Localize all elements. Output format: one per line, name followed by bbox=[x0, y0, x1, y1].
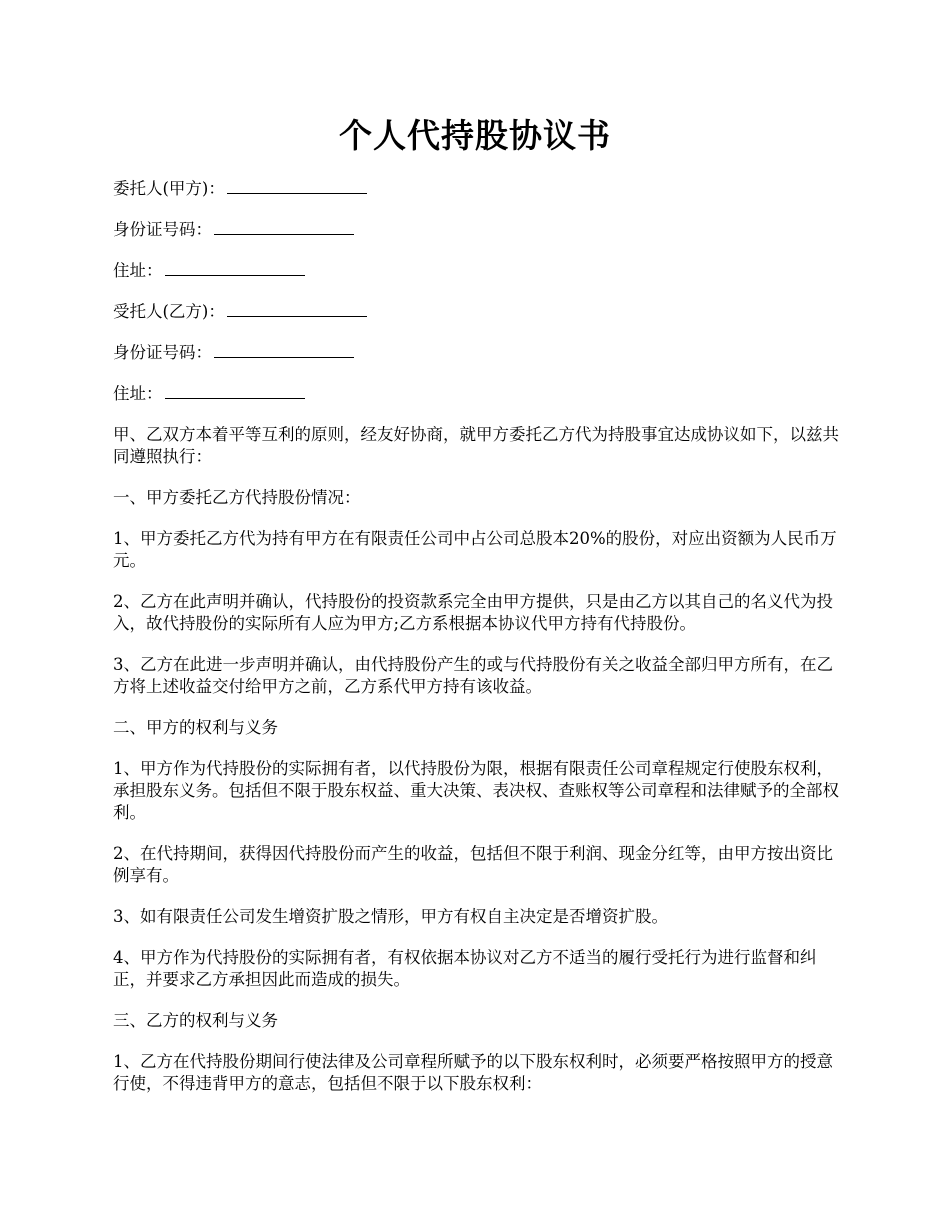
document-title: 个人代持股协议书 bbox=[339, 116, 611, 155]
blank-line bbox=[227, 179, 367, 194]
section-heading-3: 三、乙方的权利与义务 bbox=[113, 1011, 278, 1030]
section-heading-1: 一、甲方委托乙方代持股份情况： bbox=[113, 488, 361, 507]
paragraph-2-1: 1、甲方作为代持股份的实际拥有者，以代持股份为限，根据有限责任公司章程规定行使股东权利，承担股东义务。包括但不限于股东权益、重大决策、表决权、查账权等公司章程和法律赋予的全部权利。 bbox=[113, 759, 839, 822]
field-label: 委托人(甲方)： bbox=[113, 179, 225, 198]
field-label: 身份证号码： bbox=[113, 343, 212, 362]
field-trustee bbox=[113, 301, 843, 323]
blank-line bbox=[227, 302, 367, 317]
paragraph-2-3: 3、如有限责任公司发生增资扩股之情形，甲方有权自主决定是否增资扩股。 bbox=[113, 907, 668, 926]
paragraph-1-3: 3、乙方在此进一步声明并确认，由代持股份产生的或与代持股份有关之收益全部归甲方所有，在乙方将上述收益交付给甲方之前，乙方系代甲方持有该收益。 bbox=[113, 655, 833, 696]
field-label: 住址： bbox=[113, 384, 163, 403]
paragraph-2-4: 4、甲方作为代持股份的实际拥有者，有权依据本协议对乙方不适当的履行受托行为进行监督和纠正，并要求乙方承担因此而造成的损失。 bbox=[113, 948, 817, 989]
field-client bbox=[113, 178, 843, 200]
paragraph-3-1: 1、乙方在代持股份期间行使法律及公司章程所赋予的以下股东权利时，必须要严格按照甲方的授意行使，不得违背甲方的意志，包括但不限于以下股东权利： bbox=[113, 1052, 833, 1093]
blank-line bbox=[214, 343, 354, 358]
field-label: 住址： bbox=[113, 261, 163, 280]
blank-line bbox=[214, 220, 354, 235]
section-heading-2: 二、甲方的权利与义务 bbox=[113, 718, 278, 737]
field-label: 身份证号码： bbox=[113, 220, 212, 239]
paragraph-1-2: 2、乙方在此声明并确认，代持股份的投资款系完全由甲方提供，只是由乙方以其自己的名义代为投入，故代持股份的实际所有人应为甲方;乙方系根据本协议代甲方持有代持股份。 bbox=[113, 592, 833, 633]
field-client-address bbox=[113, 260, 843, 282]
field-client-id bbox=[113, 219, 843, 241]
blank-line bbox=[165, 261, 305, 276]
blank-line bbox=[165, 384, 305, 399]
field-trustee-address bbox=[113, 383, 843, 405]
paragraph-preamble: 甲、乙双方本着平等互利的原则，经友好协商，就甲方委托乙方代为持股事宜达成协议如下，以兹共同遵照执行： bbox=[113, 425, 839, 466]
paragraph-1-1: 1、甲方委托乙方代为持有甲方在有限责任公司中占公司总股本20%的股份，对应出资额为人民币万元。 bbox=[113, 529, 837, 570]
document-body bbox=[113, 178, 843, 1114]
field-label: 受托人(乙方)： bbox=[113, 302, 225, 321]
field-trustee-id bbox=[113, 342, 843, 364]
paragraph-2-2: 2、在代持期间，获得因代持股份而产生的收益，包括但不限于利润、现金分红等，由甲方按出资比例享有。 bbox=[113, 844, 833, 885]
